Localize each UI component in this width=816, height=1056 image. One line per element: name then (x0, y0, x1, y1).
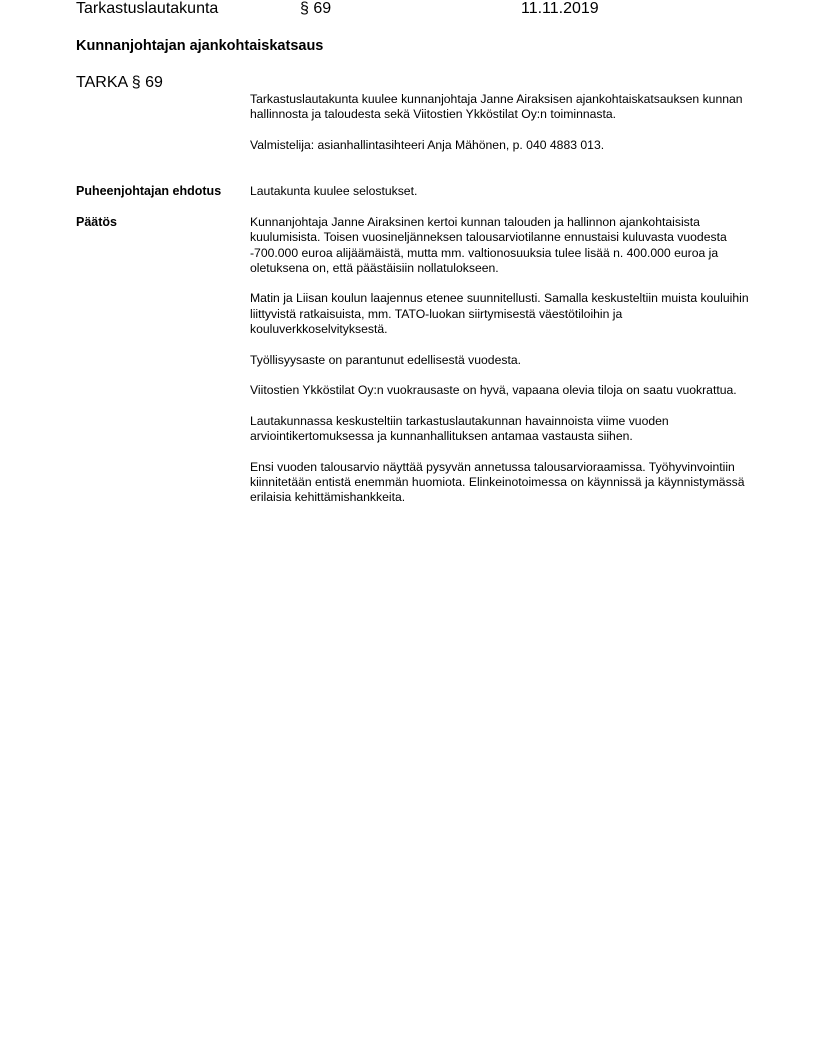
intro-text (250, 92, 750, 153)
document-title: Kunnanjohtajan ajankohtaiskatsaus (76, 38, 324, 54)
decision-paragraph: Ensi vuoden talousarvio näyttää pysyvän annetussa talousarvioraamissa. Työhyvinvointiin kiinnitetään entistä enemmän huomiota. Elinkeinotoimessa on käynnissä ja käynnistymässä erilaisia kehittämishankkeita. (250, 459, 745, 505)
page-header (76, 0, 776, 20)
proposal-label: Puheenjohtajan ehdotus (76, 184, 222, 198)
decision-paragraph: Lautakunnassa keskusteltiin tarkastuslautakunnan havainnoista viime vuoden arviointikertomuksessa ja kunnanhallituksen antamaa vastausta siihen. (250, 413, 669, 444)
decision-paragraph: Matin ja Liisan koulun laajennus etenee suunnitellusti. Samalla keskusteltiin muista kouluihin liittyvistä ratkaisuista, mm. TATO-luokan siirtymisestä väestötiloihin ja kouluverkkoselvityksestä. (250, 291, 749, 337)
reference-code: TARKA § 69 (76, 74, 163, 91)
decision-paragraph: Viitostien Ykköstilat Oy:n vuokrausaste on hyvä, vapaana olevia tiloja on saatu vuokrattua. (250, 383, 737, 398)
preparer-line: Valmistelija: asianhallintasihteeri Anja Mähönen, p. 040 4883 013. (250, 137, 605, 152)
meeting-date: 11.11.2019 (521, 0, 599, 17)
decision-paragraph: Työllisyysaste on parantunut edellisestä vuodesta. (250, 352, 521, 367)
proposal-paragraph: Lautakunta kuulee selostukset. (250, 184, 418, 198)
decision-paragraph: Kunnanjohtaja Janne Airaksinen kertoi kunnan talouden ja hallinnon ajankohtaisista kuulumisista. Toisen vuosineljänneksen talousarviotilanne ennustaisi kuluvasta vuodesta -700.000 euroa alijäämäistä, mutta mm. valtionosuuksia tulee lisää n. 400.000 euroa ja oletuksena on, että päästäisiin nollatulokseen. (250, 215, 727, 275)
decision-text (250, 215, 750, 506)
decision-label: Päätös (76, 215, 117, 229)
section-number: § 69 (300, 0, 332, 17)
board-name: Tarkastuslautakunta (76, 0, 219, 17)
proposal-text (250, 184, 750, 199)
intro-paragraph: Tarkastuslautakunta kuulee kunnanjohtaja Janne Airaksisen ajankohtaiskatsauksen kunnan hallinnosta ja taloudesta sekä Viitostien Ykköstilat Oy:n toiminnasta. (250, 92, 743, 122)
